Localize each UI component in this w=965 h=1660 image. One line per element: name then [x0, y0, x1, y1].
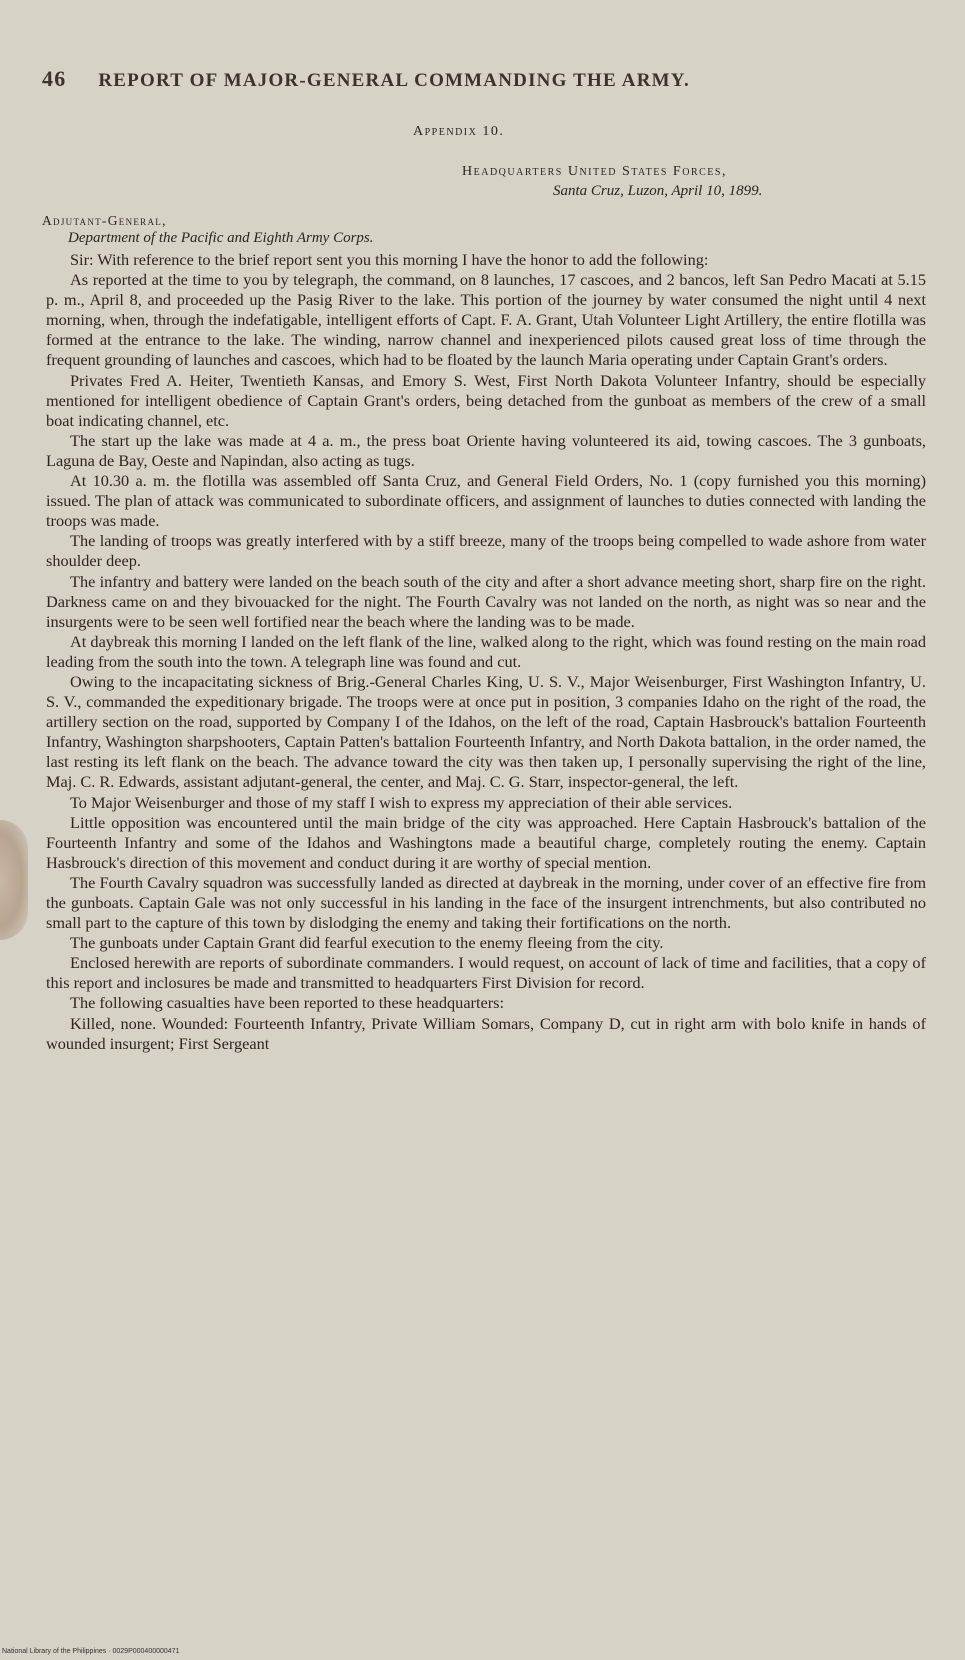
paragraph: To Major Weisenburger and those of my staff I wish to express my appreciation of their able services.: [70, 792, 733, 812]
paragraph: At 10.30 a. m. the flotilla was assembled off Santa Cruz, and General Field Orders, No. 1 (copy furnished you this morning) issued. The plan of attack was communicated to subordinate officers, and assignment of launches to duties connected with landing the troops was made.: [46, 471, 926, 531]
headquarters-line: Headquarters United States Forces,: [462, 164, 727, 179]
paragraph: Sir: With reference to the brief report sent you this morning I have the honor to add the following:: [70, 250, 709, 269]
paragraph: The following casualties have been reported to these headquarters:: [70, 993, 504, 1013]
paragraph: Killed, none. Wounded: Fourteenth Infantry, Private William Somars, Company D, cut in right arm with bolo knife in hands of wounded insurgent; First Sergeant: [46, 1013, 926, 1053]
running-title: REPORT OF MAJOR-GENERAL COMMANDING THE ARMY.: [98, 70, 690, 91]
paragraph: Little opposition was encountered until the main bridge of the city was approached. Here Captain Hasbrouck's battalion of the Fourteenth Infantry and some of the Idahos and Washingtons made a beautiful charge, completely routing the enemy. Captain Hasbrouck's direction of this movement and conduct during it are worthy of special mention.: [46, 812, 926, 872]
scanner-thumb-shadow: [0, 820, 28, 940]
paragraph: Owing to the incapacitating sickness of Brig.-General Charles King, U. S. V., Major Weisenburger, First Washington Infantry, U. S. V., commanded the expeditionary brigade. The troops were at once put in position, 3 companies Idaho on the right of the road, the artillery section on the road, supported by Company I of the Idahos, on the left of the road, Captain Hasbrouck's battalion Fourteenth Infantry, Washington sharpshooters, Captain Patten's battalion Fourteenth Infantry, and North Dakota battalion, in the order named, the last resting its left flank on the beach. The advance toward the city was then taken up, I personally supervising the right of the line, Maj. C. R. Edwards, assistant adjutant-general, the center, and Maj. C. G. Starr, inspector-general, the left.: [46, 671, 926, 792]
paragraph: The start up the lake was made at 4 a. m., the press boat Oriente having volunteered its aid, towing cascoes. The 3 gunboats, Laguna de Bay, Oeste and Napindan, also acting as tugs.: [46, 430, 926, 470]
page-number: 46: [42, 66, 67, 91]
place-date-line: Santa Cruz, Luzon, April 10, 1899.: [553, 183, 763, 199]
paragraph: The Fourth Cavalry squadron was successfully landed as directed at daybreak in the morning, under cover of an effective fire from the gunboats. Captain Gale was not only successful in his landing in the face of the insurgent intrenchments, but also contributed no small part to the capture of this town by dislodging the enemy and taking their fortifications on the north.: [46, 872, 926, 933]
paragraph: The infantry and battery were landed on the beach south of the city and after a short advance meeting short, sharp fire on the right. Darkness came on and they bivouacked for the night. The Fourth Cavalry was not landed on the north, as night was so near and the insurgents were to be seen well fortified near the beach where the landing was to be made.: [46, 571, 926, 631]
paragraph: As reported at the time to you by telegraph, the command, on 8 launches, 17 cascoes, and 2 bancos, left San Pedro Macati at 5.15 p. m., April 8, and proceeded up the Pasig River to the lake. This portion of the journey by water consumed the night until 4 next morning, when, through the indefatigable, intelligent efforts of Capt. F. A. Grant, Utah Volunteer Light Artillery, the entire flotilla was formed at the entrance to the lake. The winding, narrow channel and inexperienced pilots caused great loss of time through the frequent grounding of launches and cascoes, which had to be floated by the launch Maria operating under Captain Grant's orders.: [46, 270, 926, 370]
scan-footer: National Library of the Philippines · 0029P000400000471: [2, 1648, 180, 1655]
paragraph: Enclosed herewith are reports of subordinate commanders. I would request, on account of lack of time and facilities, that a copy of this report and inclosures be made and transmitted to headquarters First Division for record.: [46, 953, 926, 993]
paragraph: The gunboats under Captain Grant did fearful execution to the enemy fleeing from the city.: [70, 933, 664, 953]
running-header: [42, 66, 690, 92]
paragraph: Privates Fred A. Heiter, Twentieth Kansas, and Emory S. West, First North Dakota Volunteer Infantry, should be especially mentioned for intelligent obedience of Captain Grant's orders, being detached from the gunboat as members of the crew of a small boat indicating channel, etc.: [46, 370, 926, 430]
paragraph: The landing of troops was greatly interfered with by a stiff breeze, many of the troops being compelled to wade ashore from water shoulder deep.: [46, 531, 926, 571]
report-body: [46, 250, 926, 1054]
department-line: Department of the Pacific and Eighth Army Corps.: [68, 230, 374, 246]
addressee: Adjutant-General,: [42, 213, 167, 228]
appendix-heading: Appendix 10.: [413, 124, 505, 139]
paragraph: At daybreak this morning I landed on the left flank of the line, walked along to the right, which was found resting on the main road leading from the south into the town. A telegraph line was found and cut.: [46, 631, 926, 671]
